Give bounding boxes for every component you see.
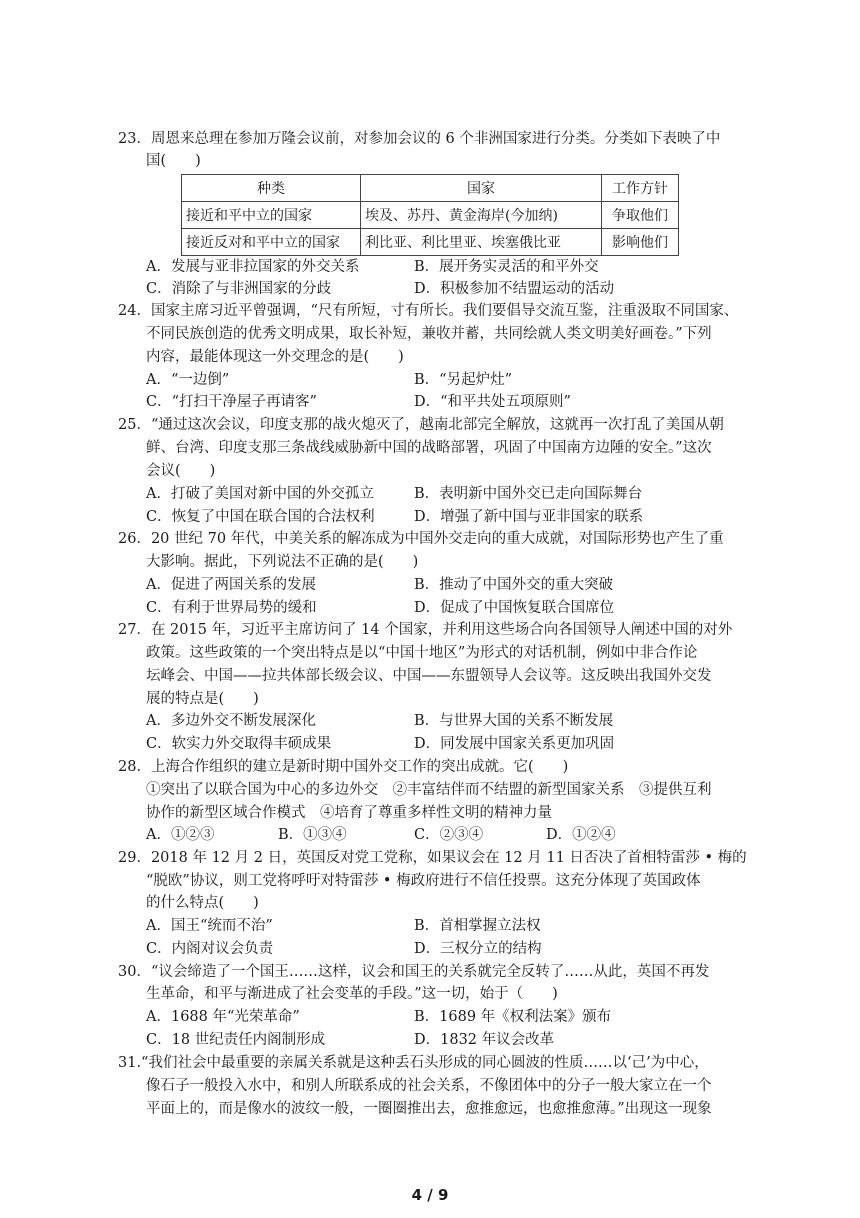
table-cell: 接近反对和平中立的国家 <box>182 229 361 256</box>
table-cell: 接近和平中立的国家 <box>182 202 361 229</box>
q25-stem-line1: 25．“通过这次会议，印度支那的战火熄灭了，越南北部完全解放，这就再一次打乱了美国从朝 <box>118 417 724 433</box>
q25-option-c: C．恢复了中国在联合国的合法权利 <box>146 509 375 525</box>
q24-stem-line2: 不同民族创造的优秀文明成果，取长补短，兼收并蓄，共同绘就人类文明美好画卷。”下列 <box>146 326 712 342</box>
q29-option-a: A．国王“统而不治” <box>146 918 273 934</box>
q24-option-d: D．“和平共处五项原则” <box>414 394 571 410</box>
q28-stem-line2: ①突出了以联合国为中心的多边外交 ②丰富结伴而不结盟的新型国家关系 ③提供互利 <box>146 782 712 798</box>
q27-option-c: C．软实力外交取得丰硕成果 <box>146 736 332 752</box>
q30-option-a: A．1688 年“光荣革命” <box>146 1009 300 1025</box>
q28-option-a: A．①②③ <box>146 827 215 843</box>
q29-option-c: C．内阁对议会负责 <box>146 941 274 957</box>
q28-stem-line3: 协作的新型区域合作模式 ④培育了尊重多样性文明的精神力量 <box>146 805 552 821</box>
table-row <box>182 202 679 229</box>
q31-stem-line1: 31.“我们社会中最重要的亲属关系就是这种丢石头形成的同心圆波的性质……以‘己’为中心， <box>118 1055 709 1071</box>
table-header-cell: 国家 <box>361 175 602 202</box>
q25-option-a: A．打破了美国对新中国的外交孤立 <box>146 486 374 502</box>
q28-option-c: C．②③④ <box>414 827 484 843</box>
q23-table <box>181 174 679 256</box>
q27-stem-line3: 坛峰会、中国——拉共体部长级会议、中国——东盟领导人会议等。这反映出我国外交发 <box>146 668 712 684</box>
q31-stem-line2: 像石子一般投入水中，和别人所联系成的社会关系，不像团体中的分子一般大家立在一个 <box>146 1078 712 1094</box>
q29-stem-line2: “脱欧”协议，则工党将呼吁对特雷莎 • 梅政府进行不信任投票。这充分体现了英国政体 <box>146 873 701 889</box>
page-number: 4 / 9 <box>411 1186 449 1204</box>
q25-stem-line3: 会议( ) <box>146 463 216 479</box>
q30-option-c: C．18 世纪责任内阁制形成 <box>146 1032 326 1048</box>
table-header-row <box>182 175 679 202</box>
q24-option-a: A．“一边倒” <box>146 372 230 388</box>
q28-option-d: D．①②④ <box>546 827 616 843</box>
q26-stem-line1: 26．20 世纪 70 年代，中美关系的解冻成为中国外交走向的重大成就，对国际形势也产生了重 <box>118 531 724 547</box>
q23-stem-line1: 23．周恩来总理在参加万隆会议前，对参加会议的 6 个非洲国家进行分类。分类如下表映了中 <box>118 131 721 147</box>
table-header-cell: 工作方针 <box>602 175 679 202</box>
q29-option-d: D．三权分立的结构 <box>414 941 542 957</box>
table-cell: 埃及、苏丹、黄金海岸(今加纳) <box>361 202 602 229</box>
q30-option-b: B．1689 年《权利法案》颁布 <box>414 1009 612 1025</box>
table-header-cell: 种类 <box>182 175 361 202</box>
q31-stem-line3: 平面上的，而是像水的波纹一般，一圈圈推出去，愈推愈远，也愈推愈薄。”出现这一现象 <box>146 1101 712 1117</box>
q23-option-d: D．积极参加不结盟运动的活动 <box>414 281 615 297</box>
q24-option-c: C．“打扫干净屋子再请客” <box>146 394 317 410</box>
q29-option-b: B．首相掌握立法权 <box>414 918 541 934</box>
q24-stem-line1: 24．国家主席习近平曾强调，“尺有所短，寸有所长。我们要倡导交流互鉴，注重汲取不同国家、 <box>118 303 739 319</box>
q27-option-a: A．多边外交不断发展深化 <box>146 713 316 729</box>
q30-stem-line2: 生革命，和平与渐进成了社会变革的手段。”这一切，始于（ ) <box>146 986 558 1002</box>
q26-stem-line2: 大影响。据此，下列说法不正确的是( ) <box>146 554 419 570</box>
q28-option-b: B．①③④ <box>278 827 347 843</box>
q25-option-b: B．表明新中国外交已走向国际舞台 <box>414 486 643 502</box>
q25-stem-line2: 鲜、台湾、印度支那三条战线威胁新中国的战略部署，巩固了中国南方边陲的安全。”这次 <box>146 440 712 456</box>
q24-stem-line3: 内容，最能体现这一外交理念的是( ) <box>146 349 404 365</box>
q29-stem-line3: 的什么特点( ) <box>146 895 259 911</box>
q26-option-c: C．有利于世界局势的缓和 <box>146 600 317 616</box>
q23-option-c: C．消除了与非洲国家的分歧 <box>146 281 332 297</box>
table-row <box>182 229 679 256</box>
q30-option-d: D．1832 年议会改革 <box>414 1032 555 1048</box>
q30-stem-line1: 30．“议会缔造了一个国王……这样，议会和国王的关系就完全反转了……从此，英国不再发 <box>118 964 710 980</box>
table-cell: 争取他们 <box>602 202 679 229</box>
q27-option-b: B．与世界大国的关系不断发展 <box>414 713 614 729</box>
q27-stem-line2: 政策。这些政策的一个突出特点是以“中国十地区”为形式的对话机制，例如中非合作论 <box>146 645 698 661</box>
q25-option-d: D．增强了新中国与亚非国家的联系 <box>414 509 644 525</box>
q23-option-b: B．展开务实灵活的和平外交 <box>414 259 599 275</box>
q27-stem-line4: 展的特点是( ) <box>146 691 259 707</box>
q29-stem-line1: 29．2018 年 12 月 2 日，英国反对党工党称，如果议会在 12 月 11 日否决了首相特雷莎 • 梅的 <box>118 850 747 866</box>
q26-option-d: D．促成了中国恢复联合国席位 <box>414 600 615 616</box>
table-cell: 利比亚、利比里亚、埃塞俄比亚 <box>361 229 602 256</box>
table-cell: 影响他们 <box>602 229 679 256</box>
q28-stem-line1: 28．上海合作组织的建立是新时期中国外交工作的突出成就。它( ) <box>118 759 569 775</box>
q27-stem-line1: 27．在 2015 年，习近平主席访问了 14 个国家，并利用这些场合向各国领导人阐述中国的对外 <box>118 622 733 638</box>
q26-option-b: B．推动了中国外交的重大突破 <box>414 577 614 593</box>
q26-option-a: A．促进了两国关系的发展 <box>146 577 316 593</box>
q27-option-d: D．同发展中国家关系更加巩固 <box>414 736 615 752</box>
q24-option-b: B．“另起炉灶” <box>414 372 512 388</box>
q23-option-a: A．发展与亚非拉国家的外交关系 <box>146 259 360 275</box>
q23-stem-line2: 国( ) <box>146 153 201 169</box>
